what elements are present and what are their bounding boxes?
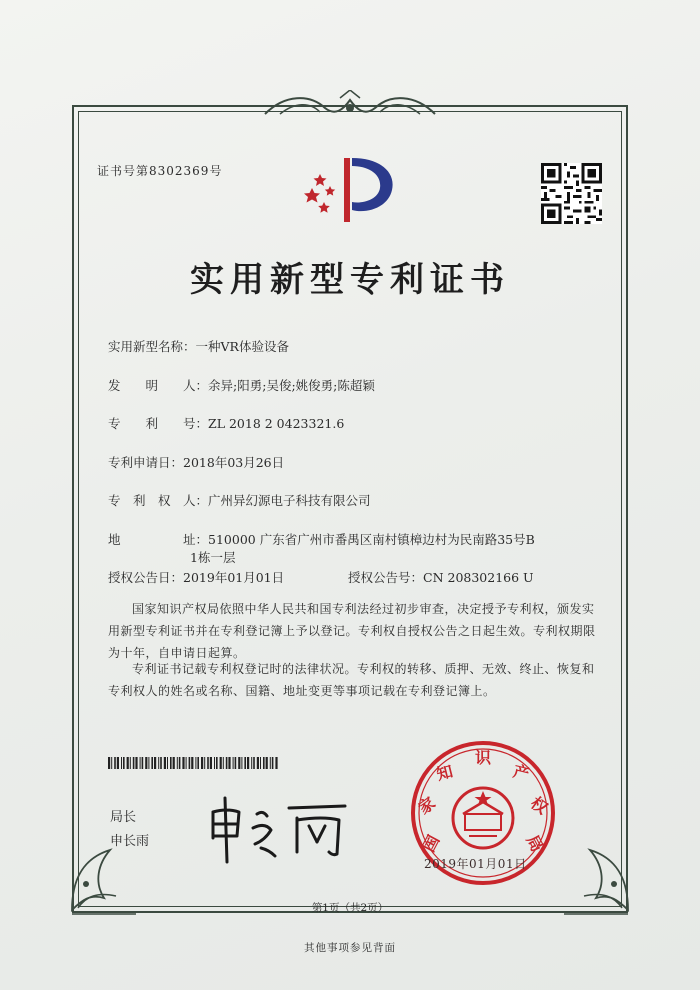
patent-number-label: 专 利 号： (108, 416, 209, 431)
address-label: 地 址： (108, 532, 209, 547)
address-line2: 1栋一层 (190, 550, 236, 565)
barcode (108, 757, 280, 769)
qr-code (541, 163, 602, 224)
seal-char-2: 知 (434, 761, 455, 784)
grant-statement-paragraph: 国家知识产权局依照中华人民共和国专利法经过初步审查，决定授予专利权，颁发实用新型专利证书并在专利登记簿上予以登记。专利权自授权公告之日起生效。专利权期限为十年，自申请日起算。 (108, 602, 596, 660)
seal-char-6: 局 (522, 831, 548, 855)
page-number: 第1页（共2页） (311, 902, 389, 914)
certificate-number: 证书号第8302369号 (97, 164, 223, 178)
utility-model-name-row (108, 337, 289, 355)
seal-date: 2019年01月01日 (424, 857, 527, 871)
top-ornament (255, 90, 445, 122)
patentee-label: 专 利 权 人： (108, 493, 209, 508)
director-name: 申长雨 (110, 834, 150, 849)
application-date: 2018年03月26日 (183, 455, 285, 470)
utility-model-name: 一种VR体验设备 (195, 339, 289, 354)
patentee-row (108, 491, 371, 509)
grant-announcement-date: 2019年01月01日 (183, 570, 285, 585)
seal-char-1: 家 (414, 793, 439, 818)
address-line1: 510000 广东省广州市番禺区南村镇樟边村为民南路35号B (208, 532, 535, 547)
footer-note: 其他事项参见背面 (304, 942, 396, 954)
director-signature (205, 790, 355, 865)
director-title: 局长 (110, 810, 137, 825)
patent-number: ZL 2018 2 0423321.6 (208, 416, 345, 431)
inventor-row (108, 376, 375, 394)
legal-status-paragraph: 专利证书记载专利权登记时的法律状况。专利权的转移、质押、无效、终止、恢复和专利权人的姓名或名称、国籍、地址变更等事项记载在专利登记簿上。 (108, 662, 595, 698)
application-date-row (108, 453, 284, 471)
grant-announcement-row (108, 568, 284, 586)
application-date-label: 专利申请日： (108, 455, 184, 470)
seal-char-4: 产 (511, 761, 532, 784)
patent-number-row (108, 414, 344, 432)
grant-announcement-number-label: 授权公告号： (348, 570, 424, 585)
utility-model-name-label: 实用新型名称： (108, 339, 196, 354)
address-row (108, 530, 535, 548)
patent-office-emblem (300, 150, 400, 225)
grant-announcement-number-row (348, 568, 534, 586)
grant-announcement-number: CN 208302166 U (423, 570, 534, 585)
grant-announcement-date-label: 授权公告日： (108, 570, 184, 585)
seal-char-5: 权 (527, 793, 552, 818)
seal-char-3: 识 (474, 748, 492, 767)
inventor-label: 发 明 人： (108, 378, 209, 393)
seal-char-0: 国 (418, 831, 444, 855)
inventors: 余异;阳勇;吴俊;姚俊勇;陈超颖 (208, 378, 375, 393)
certificate-title: 实用新型专利证书 (190, 260, 510, 300)
patentee: 广州异幻源电子科技有限公司 (208, 493, 371, 508)
